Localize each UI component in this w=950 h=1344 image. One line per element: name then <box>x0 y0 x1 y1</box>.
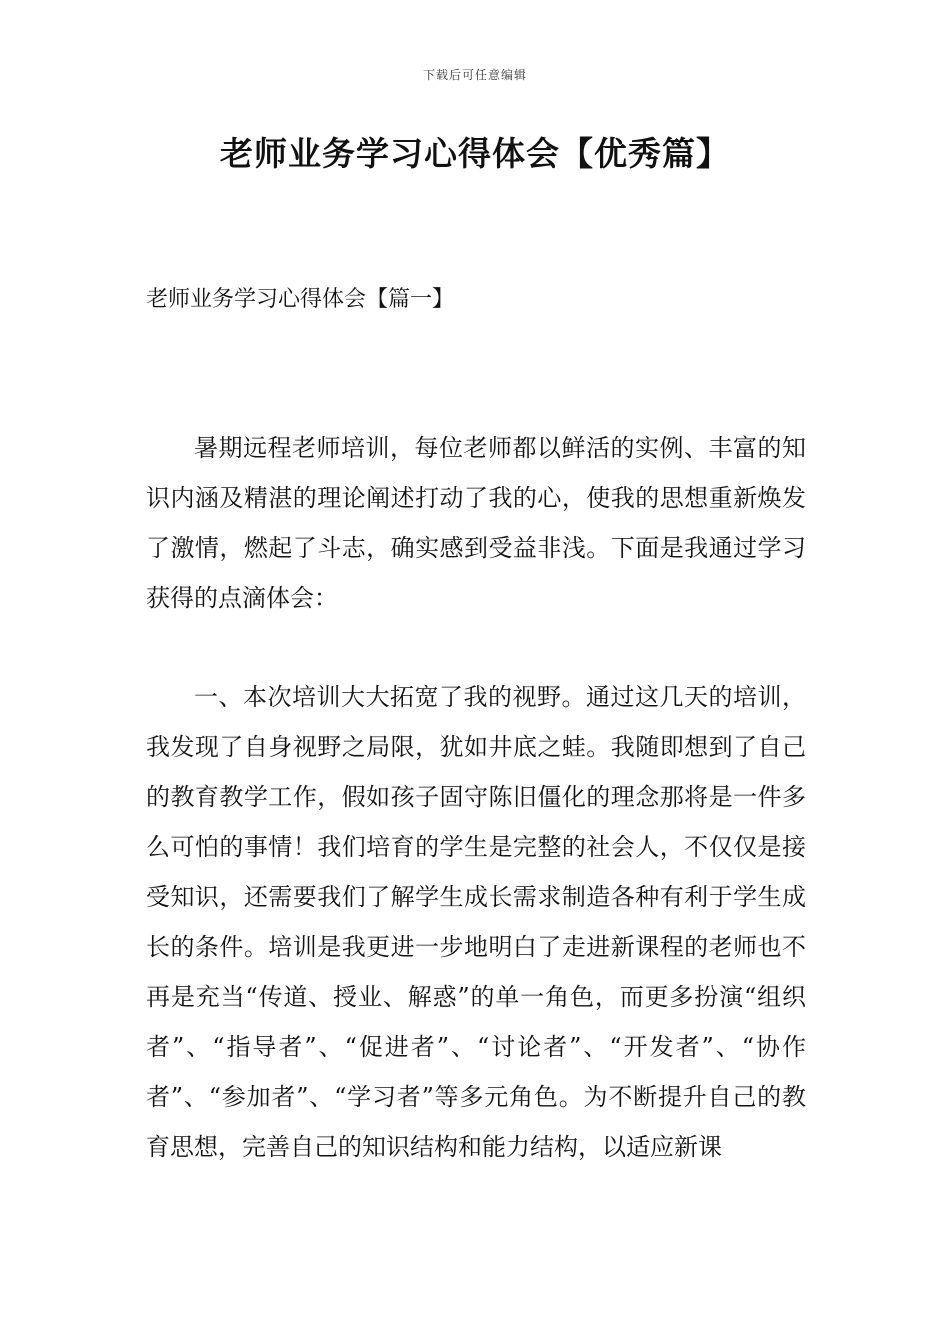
paragraph-2: 一、本次培训大大拓宽了我的视野。通过这几天的培训，我发现了自身视野之局限，犹如井底之蛙。我随即想到了自己的教育教学工作，假如孩子固守陈旧僵化的理念那将是一件多么可怕的事情！我们培育的学生是完整的社会人，不仅仅是接受知识，还需要我们了解学生成长需求制造各种有利于学生成长的条件。培训是我更进一步地明白了走进新课程的老师也不再是充当“传道、授业、解惑”的单一角色，而更多扮演“组织者”、“指导者”、“促进者”、“讨论者”、“开发者”、“协作者”、“参加者”、“学习者”等多元角色。为不断提升自己的教育思想，完善自己的知识结构和能力结构，以适应新课 <box>146 683 806 1161</box>
paragraph-1: 暑期远程老师培训，每位老师都以鲜活的实例、丰富的知识内涵及精湛的理论阐述打动了我的心，使我的思想重新焕发了激情，燃起了斗志，确实感到受益非浅。下面是我通过学习获得的点滴体会： <box>146 434 806 612</box>
section-heading: 老师业务学习心得体会【篇一】 <box>146 287 455 312</box>
document-title: 老师业务学习心得体会【优秀篇】 <box>220 134 730 173</box>
header-note: 下载后可任意编辑 <box>422 68 527 82</box>
